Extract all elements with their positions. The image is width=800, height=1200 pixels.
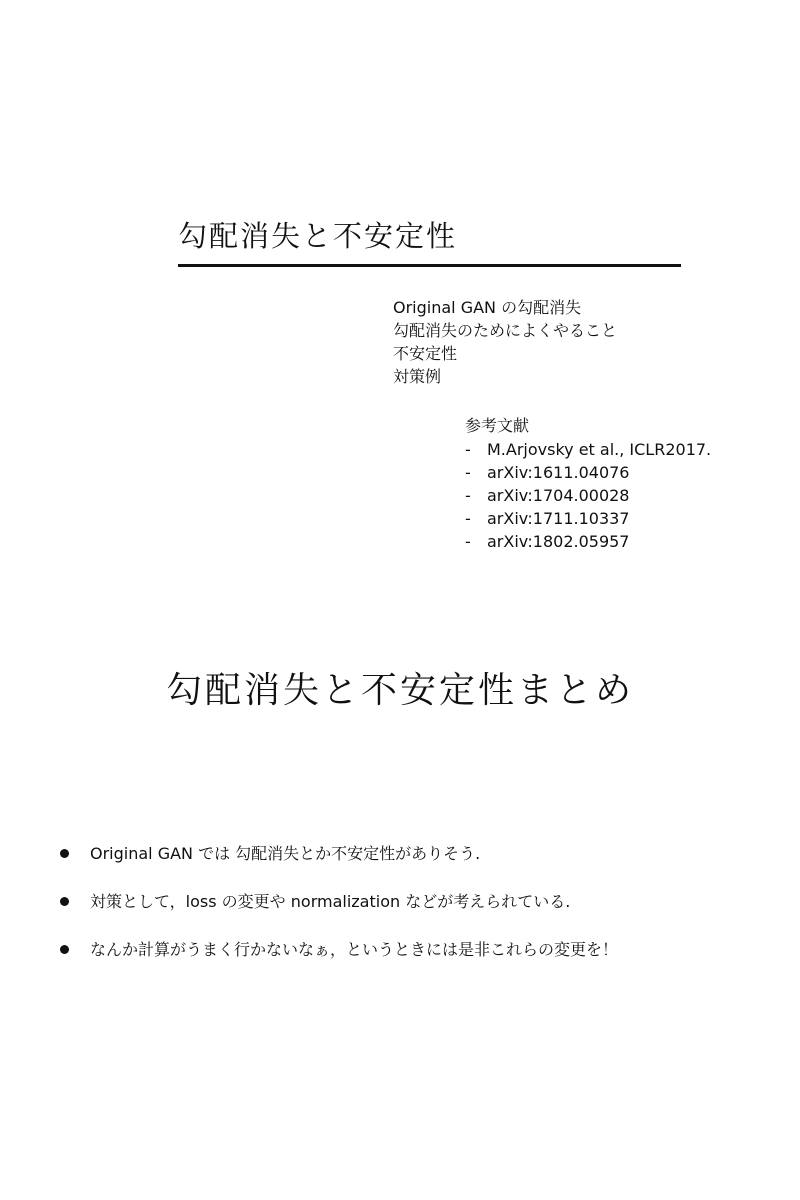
reference-item (465, 507, 711, 530)
agenda-item: 不安定性 (393, 344, 458, 363)
reference-item (465, 461, 711, 484)
bullet-dot-icon (60, 849, 69, 858)
reference-dash: - (465, 532, 471, 551)
agenda-item: 勾配消失のためによくやること (393, 321, 618, 340)
slide1-title: 勾配消失と不安定性 (178, 219, 458, 253)
agenda-item: Original GAN の勾配消失 (393, 298, 582, 317)
reference-text: arXiv:1611.04076 (487, 463, 630, 482)
title-underline (178, 264, 681, 267)
bullet-item (60, 938, 780, 986)
reference-text: arXiv:1802.05957 (487, 532, 630, 551)
bullet-item (60, 842, 780, 890)
summary-bullets (60, 842, 780, 986)
references-heading: 参考文献 (465, 416, 530, 435)
reference-dash: - (465, 486, 471, 505)
agenda-list (393, 296, 617, 388)
reference-dash: - (465, 463, 471, 482)
bullet-dot-icon (60, 897, 69, 906)
slide2-title: 勾配消失と不安定性まとめ (165, 670, 634, 711)
reference-dash: - (465, 509, 471, 528)
reference-text: arXiv:1711.10337 (487, 509, 630, 528)
reference-item (465, 530, 711, 553)
bullet-dot-icon (60, 945, 69, 954)
bullet-text: 対策として，loss の変更や normalization などが考えられている. (90, 892, 571, 911)
reference-dash: - (465, 440, 471, 459)
reference-text: arXiv:1704.00028 (487, 486, 630, 505)
reference-item (465, 484, 711, 507)
bullet-text: なんか計算がうまく行かないなぁ，というときには是非これらの変更を！ (90, 940, 619, 959)
bullet-item (60, 890, 780, 938)
reference-text: M.Arjovsky et al., ICLR2017. (487, 440, 712, 459)
reference-item (465, 438, 711, 461)
bullet-text: Original GAN では 勾配消失とか不安定性がありそう. (90, 844, 481, 863)
agenda-item: 対策例 (393, 367, 442, 386)
references-block (465, 414, 711, 553)
